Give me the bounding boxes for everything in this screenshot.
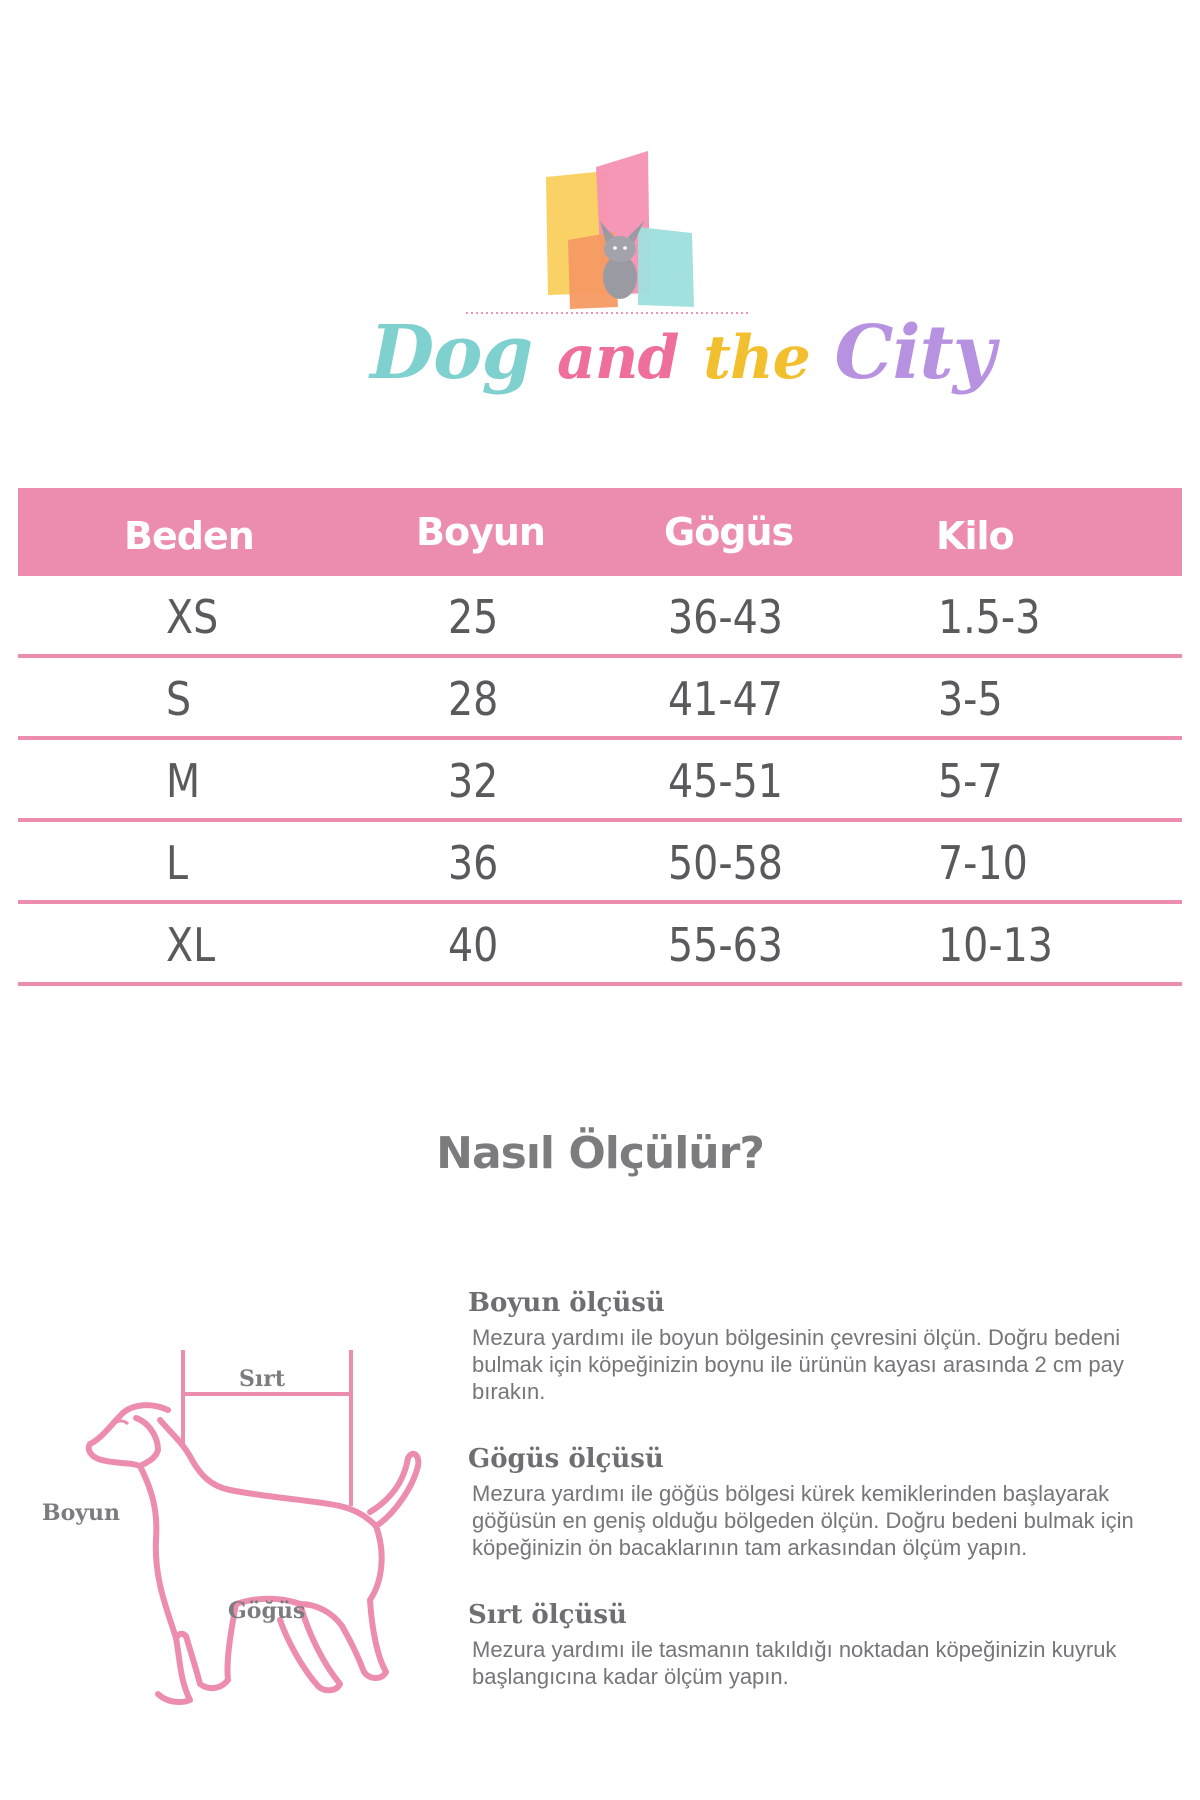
cell-chest: 45-51: [668, 754, 783, 808]
brand-word-the: the: [703, 323, 810, 393]
cell-weight: 7-10: [938, 836, 1028, 890]
cell-chest: 41-47: [668, 672, 783, 726]
brand-word-and: and: [557, 323, 679, 393]
table-row: [18, 576, 1182, 658]
cell-size: S: [166, 672, 192, 726]
back-measure-text: Mezura yardımı ile tasmanın takıldığı noktadan köpeğinizin kuyruk başlangıcına kadar ölçüm yapın.: [472, 1637, 1117, 1689]
back-measure-title: Sırt ölçüsü: [468, 1600, 627, 1630]
label-chest: Göğüs: [228, 1598, 306, 1624]
brand-logo: [370, 145, 995, 405]
cell-size: M: [166, 754, 201, 808]
cell-size: L: [166, 836, 189, 890]
brand-word-dog: Dog: [370, 310, 533, 396]
dog-outline-icon: [40, 1350, 440, 1710]
chest-measure-section: [468, 1444, 1178, 1561]
brand-word-city: City: [834, 310, 995, 396]
table-row: [18, 740, 1182, 822]
neck-measure-text: Mezura yardımı ile boyun bölgesinin çevresini ölçün. Doğru bedeni bulmak için köpeğinizin boynu ile ürünün kayası arasında 2 cm pay bırakın.: [472, 1325, 1124, 1404]
cell-size: XS: [166, 590, 219, 644]
header-weight: Kilo: [936, 514, 1014, 558]
cell-neck: 32: [448, 754, 499, 808]
chest-measure-text: Mezura yardımı ile göğüs bölgesi kürek kemiklerinden başlayarak göğüsün en geniş olduğu bölgeden ölçün. Doğru bedeni bulmak için köpeğinizin ön bacaklarının tam arkasından ölçüm yapın.: [472, 1481, 1134, 1560]
cell-size: XL: [166, 918, 216, 972]
table-header: [18, 488, 1182, 576]
cell-neck: 25: [448, 590, 499, 644]
cell-weight: 5-7: [938, 754, 1003, 808]
header-size: Beden: [124, 514, 254, 558]
table-row: [18, 904, 1182, 986]
size-chart-table: [18, 488, 1182, 986]
neck-measure-section: [468, 1288, 1178, 1405]
city-dog-logo-icon: [370, 145, 840, 315]
header-neck: Boyun: [416, 510, 545, 554]
table-row: [18, 822, 1182, 904]
chest-measure-title: Gögüs ölçüsü: [468, 1444, 664, 1474]
cell-neck: 40: [448, 918, 499, 972]
back-measure-section: [468, 1600, 1178, 1690]
cell-neck: 36: [448, 836, 499, 890]
how-to-measure-title: Nasıl Ölçülür?: [436, 1128, 764, 1179]
cell-chest: 36-43: [668, 590, 783, 644]
dog-measurement-figure: [40, 1350, 440, 1710]
label-back: Sırt: [239, 1366, 285, 1392]
cell-neck: 28: [448, 672, 499, 726]
brand-wordmark: [370, 310, 995, 396]
cell-weight: 10-13: [938, 918, 1053, 972]
table-row: [18, 658, 1182, 740]
header-chest: Gögüs: [664, 510, 794, 554]
cell-weight: 1.5-3: [938, 590, 1041, 644]
cell-chest: 50-58: [668, 836, 783, 890]
cell-chest: 55-63: [668, 918, 783, 972]
neck-measure-title: Boyun ölçüsü: [468, 1288, 665, 1318]
label-neck: Boyun: [42, 1500, 121, 1526]
cell-weight: 3-5: [938, 672, 1003, 726]
